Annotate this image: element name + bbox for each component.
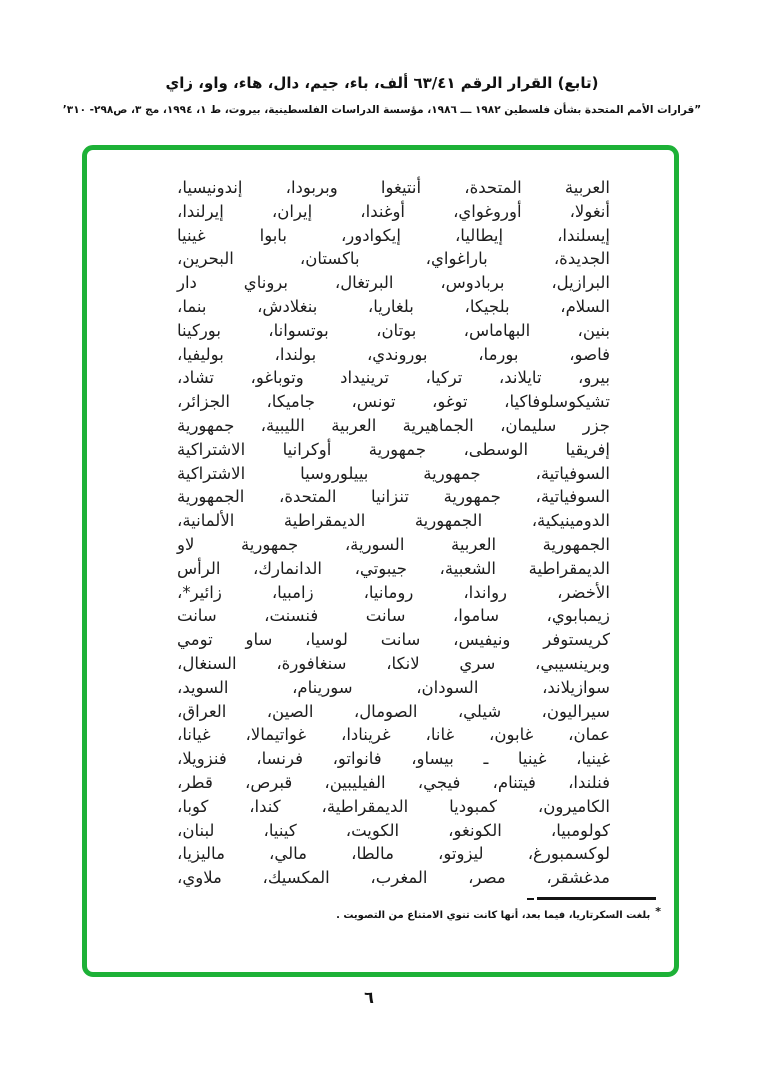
body-line: فاصو، بورما، بوروندي، بولندا، بوليفيا، — [177, 344, 610, 364]
body-line: السلام، بلجيكا، بلغاريا، بنغلادش، بنما، — [177, 296, 610, 316]
footnote — [336, 905, 661, 921]
body-line: مدغشقر، مصر، المغرب، المكسيك، ملاوي، — [177, 868, 610, 888]
body-line: تشيكوسلوفاكيا، توغو، تونس، جاميكا، الجزائر، — [177, 392, 610, 412]
source-citation: ”قرارات الأمم المتحدة بشأن فلسطين ١٩٨٢ ـــ ١٩٨٦، مؤسسة الدراسات الفلسطينية، بيروت، ط ١، ١٩٩٤، مج ٣، ص٢٩٨- ٣١٠’ — [62, 104, 702, 116]
body-line: كولومبيا، الكونغو، الكويت، كينيا، لبنان، — [177, 820, 610, 840]
body-line: غينيا، غينيا ـ بيساو، فانواتو، فرنسا، فنزويلا، — [177, 749, 610, 769]
body-line: الديمقراطية الشعبية، جيبوتي، الدانمارك، الرأس — [177, 558, 610, 578]
body-line: لوكسمبورغ، ليزوتو، مالطا، مالي، ماليزيا، — [177, 844, 610, 864]
body-line: كريستوفر ونيفيس، سانت لوسيا، ساو تومي — [177, 630, 610, 650]
body-line: بنين، البهاماس، بوتان، بوتسوانا، بوركينا — [177, 320, 610, 340]
body-line: أنغولا، أوروغواي، أوغندا، إيران، إيرلندا، — [177, 201, 610, 221]
body-line: وبرينسيبي، سري لانكا، سنغافورة، السنغال، — [177, 653, 610, 673]
body-line: سوازيلاند، السودان، سورينام، السويد، — [177, 677, 610, 697]
footnote-text: بلغت السكرتاريا، فيما بعد، أنها كانت تنوي الامتناع من التصويت . — [336, 910, 651, 921]
body-line: العربية المتحدة، أنتيغوا وبربودا، إندونيسيا، — [177, 178, 610, 197]
body-line: عمان، غابون، غانا، غرينادا، غواتيمالا، غيانا، — [177, 725, 610, 745]
body-line: جزر سليمان، الجماهيرية العربية الليبية، جمهورية — [177, 415, 610, 435]
page-title: (تابع) القرار الرقم ٤١‏/‏٦٣ ألف، باء، جيم، دال، هاء، واو، زاي — [165, 74, 599, 92]
body-line: الجمهورية العربية السورية، جمهورية لاو — [177, 534, 610, 554]
body-line: إيسلندا، إيطاليا، إيكوادور، بابوا غينيا — [177, 225, 610, 245]
body-line: السوفياتية، جمهورية تنزانيا المتحدة، الجمهورية — [177, 487, 610, 507]
body-line: الجديدة، باراغواي، باكستان، البحرين، — [177, 249, 610, 269]
body-line: فنلندا، فيتنام، فيجي، الفيليبين، قبرص، قطر، — [177, 772, 610, 792]
footnote-separator-rule — [537, 897, 656, 900]
body-line: زيمبابوي، ساموا، سانت فنسنت، سانت — [177, 606, 610, 626]
body-line: إفريقيا الوسطى، جمهورية أوكرانيا الاشتراكية — [177, 439, 610, 459]
body-line: بيرو، تايلاند، تركيا، ترينيداد وتوباغو، تشاد، — [177, 368, 610, 388]
page-number: ٦ — [364, 988, 374, 1007]
body-line: السوفياتية، جمهورية بييلوروسيا الاشتراكية — [177, 463, 610, 483]
body-line: سيراليون، شيلي، الصومال، الصين، العراق، — [177, 701, 610, 721]
footnote-asterisk-marker: * — [655, 905, 661, 918]
body-line: الكاميرون، كمبوديا الديمقراطية، كندا، كوبا، — [177, 796, 610, 816]
body-line: الأخضر، رواندا، رومانيا، زامبيا، زائير*، — [177, 582, 610, 602]
body-line: الدومينيكية، الجمهورية الديمقراطية الألمانية، — [177, 511, 610, 531]
body-line: البرازيل، بربادوس، البرتغال، بروناي دار — [177, 273, 610, 293]
body-text-block — [177, 176, 610, 890]
footnote-separator-dash — [527, 898, 534, 900]
